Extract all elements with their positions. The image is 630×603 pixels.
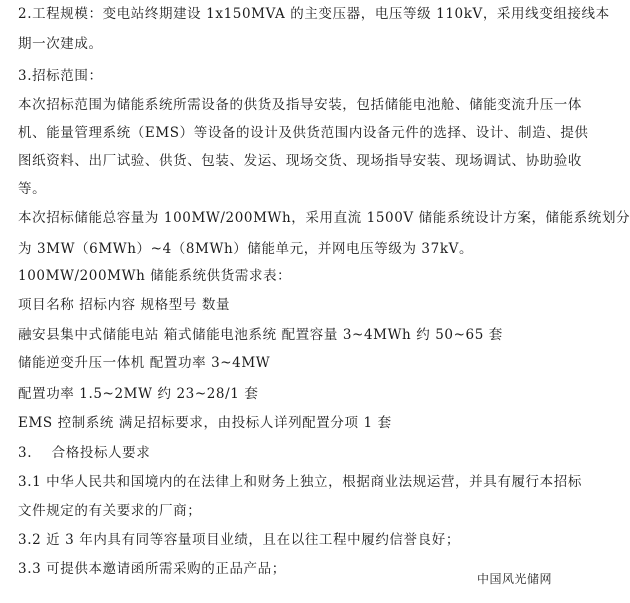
requirement-3-1: 3.1 中华人民共和国境内的在法律上和财务上独立，根据商业法规运营，并具有履行本招标	[18, 474, 582, 490]
text-line-project-scale: 2.工程规模：变电站终期建设 1x150MVA 的主变压器，电压等级 110kV，采用线变组接线本	[18, 6, 610, 22]
text-line-scope-4: 等。	[18, 181, 47, 197]
requirement-3-3: 3.3 可提供本邀请函所需采购的正品产品；	[18, 561, 286, 577]
text-line-scope-3: 图纸资料、出厂试验、供货、包装、发运、现场交货、现场指导安装、现场调试、协助验收	[18, 153, 582, 169]
supply-table-row: 融安县集中式储能电站 箱式储能电池系统 配置容量 3~4MWh 约 50~65 套	[18, 327, 503, 343]
section-heading-bidder-requirements: 3. 合格投标人要求	[18, 445, 151, 461]
text-line-capacity-2: 为 3MW（6MWh）~4（8MWh）储能单元，并网电压等级为 37kV。	[18, 241, 474, 257]
supply-table-header: 项目名称 招标内容 规格型号 数量	[18, 297, 231, 313]
text-line-project-scale-cont: 期一次建成。	[18, 36, 103, 52]
section-heading-bid-scope: 3.招标范围：	[18, 68, 103, 84]
supply-table-title: 100MW/200MWh 储能系统供货需求表：	[18, 268, 292, 284]
text-line-scope-2: 机、能量管理系统（EMS）等设备的设计及供货范围内设备元件的选择、设计、制造、提供	[18, 125, 589, 141]
text-line-capacity-1: 本次招标储能总容量为 100MW/200MWh，采用直流 1500V 储能系统设计方案，储能系统划分	[18, 210, 630, 226]
requirement-3-1-cont: 文件规定的有关要求的厂商；	[18, 503, 202, 519]
supply-table-row: 储能逆变升压一体机 配置功率 3~4MW	[18, 355, 271, 371]
supply-table-row: EMS 控制系统 满足招标要求，由投标人详列配置分项 1 套	[18, 415, 392, 431]
watermark-text: 中国风光储网	[476, 572, 552, 586]
requirement-3-2: 3.2 近 3 年内具有同等容量项目业绩，且在以往工程中履约信誉良好；	[18, 532, 460, 548]
text-line-scope-1: 本次招标范围为储能系统所需设备的供货及指导安装，包括储能电池舱、储能变流升压一体	[18, 97, 582, 113]
supply-table-row: 配置功率 1.5~2MW 约 23~28/1 套	[18, 386, 259, 402]
